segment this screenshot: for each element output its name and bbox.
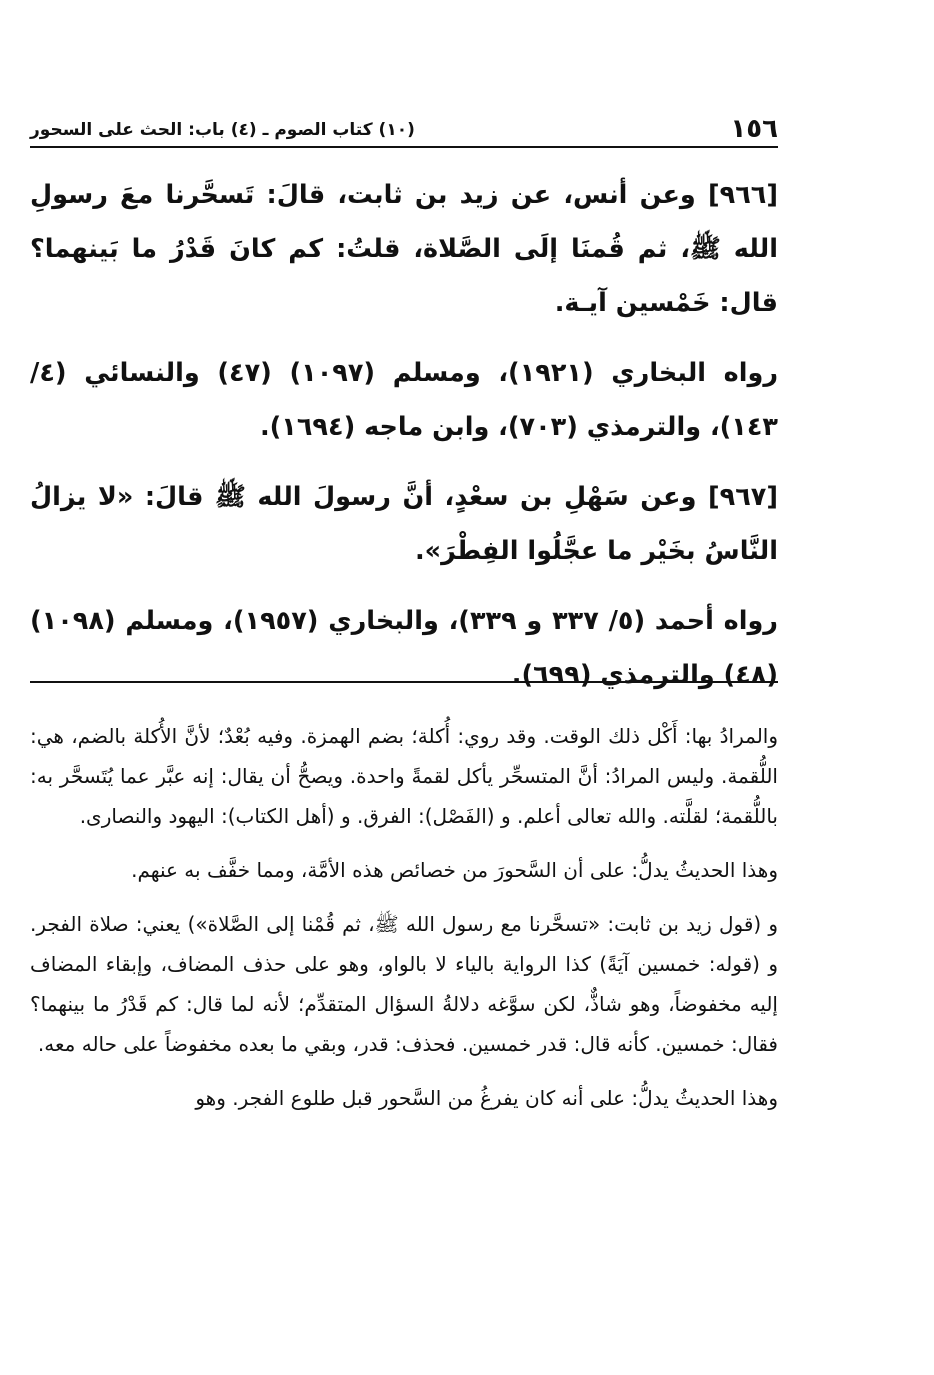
commentary-paragraph: وهذا الحديثُ يدلُّ: على أن السَّحورَ من خصائص هذه الأمَّة، ومما خفَّف به عنهم. (131, 858, 778, 882)
commentary-paragraph: و (قول زيد بن ثابت: «تسحَّرنا مع رسول الله ﷺ، ثم قُمْنا إلى الصَّلاة») يعني: صلاة الفجر. و (قوله: خمسين آيَةً) كذا الرواية بالياء لا بالواو، وهو على حذف المضاف، وإبقاء المضاف إليه مخفوضاً، وهو شاذٌّ، لكن سوَّغه دلالةُ السؤال المتقدِّم؛ لأنه لما قال: كم قَدْرُ ما بينهما؟ فقال: خمسين. كأنه قال: قدر خمسين. فحذف: قدر، وبقي ما بعده مخفوضاً على حاله معه. (30, 912, 778, 1056)
commentary-paragraph: والمرادُ بها: أَكْل ذلك الوقت. وقد روي: أُكلة؛ بضم الهمزة. وفيه بُعْدٌ؛ لأنَّ الأُكلة بالضم، هي: اللُّقمة. وليس المرادُ: أنَّ المتسحِّر يأكل لقمةً واحدة. ويصحُّ أن يقال: إنه عبَّر عما يُتَسحَّر به: باللُّقمة؛ لقلَّته. والله تعالى أعلم. و (الفَصْل): الفرق. و (أهل الكتاب): اليهود والنصارى. (30, 724, 778, 828)
commentary-text (30, 716, 778, 1132)
running-title: (١٠) كتاب الصوم ـ (٤) باب: الحث على السحور (30, 120, 415, 140)
takhrij-967: رواه أحمد (٥/ ٣٣٧ و ٣٣٩)، والبخاري (١٩٥٧)، ومسلم (١٠٩٨) (٤٨) والترمذي (٦٩٩). (30, 606, 778, 690)
footnote-separator (30, 681, 778, 683)
hadith-966: [٩٦٦] وعن أنس، عن زيد بن ثابت، قالَ: تَسحَّرنا معَ رسولِ الله ﷺ، ثم قُمنَا إلَى الصَّلاة، قلتُ: كم كانَ قَدْرُ ما بَينهما؟ قال: خَمْسين آيـة. (30, 180, 778, 318)
takhrij-966: رواه البخاري (١٩٢١)، ومسلم (١٠٩٧) (٤٧) والنسائي (٤/ ١٤٣)، والترمذي (٧٠٣)، وابن ماجه (١٦٩٤). (30, 358, 778, 442)
page-number: ١٥٦ (730, 114, 778, 144)
commentary-paragraph: وهذا الحديثُ يدلُّ: على أنه كان يفرغُ من السَّحور قبل طلوع الفجر. وهو (195, 1086, 778, 1110)
main-text (30, 168, 778, 702)
page-header (30, 108, 778, 148)
hadith-967: [٩٦٧] وعن سَهْلِ بن سعْدٍ، أنَّ رسولَ الله ﷺ قالَ: «لا يزالُ النَّاسُ بخَيْر ما عجَّلُوا الفِطْرَ». (30, 482, 778, 566)
